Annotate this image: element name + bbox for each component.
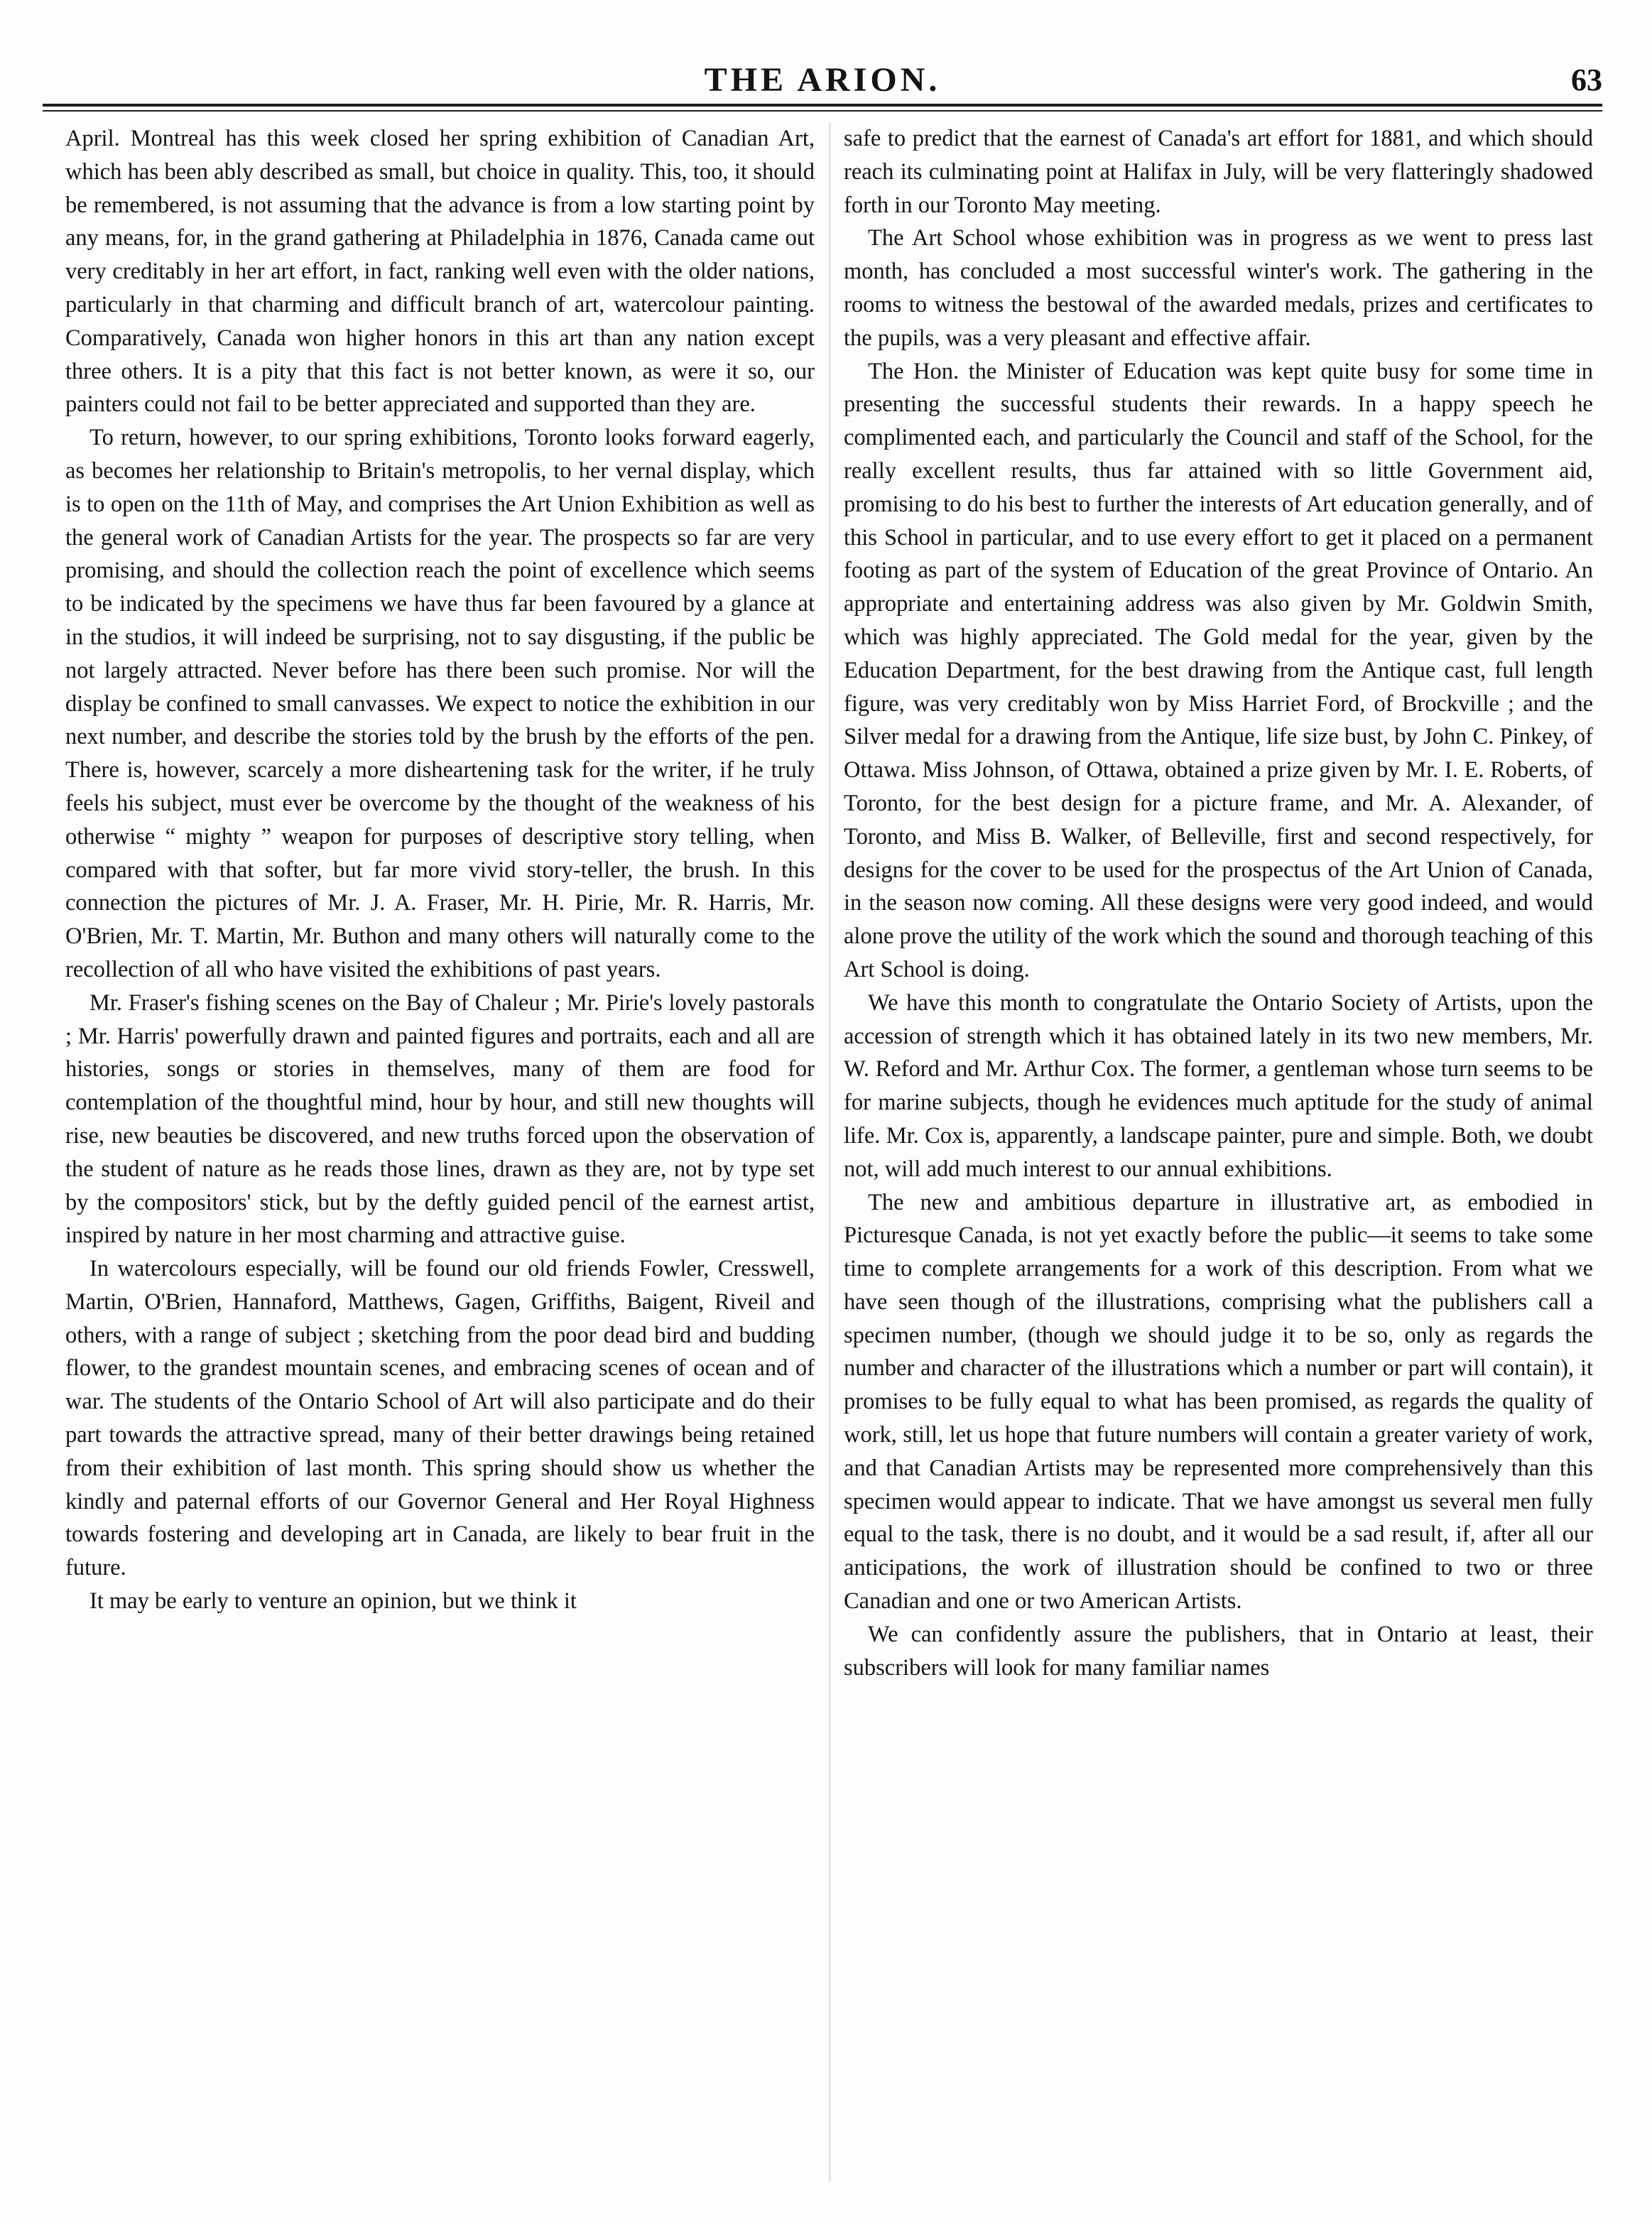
- paragraph: April. Montreal has this week closed her spring exhibition of Canadian Art, which has been ably described as small, but choice in quality. This, too, it should be remembered, is not assuming that the advance is from a low starting point by any means, for, in the grand gathering at Philadelphia in 1876, Canada came out very creditably in her art effort, in fact, ranking well even with the older nations, particularly in that charming and difficult branch of art, watercolour painting. Comparatively, Canada won higher honors in this art than any nation except three others. It is a pity that this fact is not better known, as were it so, our painters could not fail to be better appreciated and supported than they are.: [65, 126, 815, 418]
- paragraph: In watercolours especially, will be found our old friends Fowler, Cresswell, Martin, O'Brien, Hannaford, Matthews, Gagen, Griffiths, Baigent, Riveil and others, with a range of subject ; sketching from the poor dead bird and budding flower, to the grandest mountain scenes, and embracing scenes of ocean and of war. The students of the Ontario School of Art will also participate and do their part towards the attractive spread, many of their better drawings being retained from their exhibition of last month. This spring should show us whether the kindly and paternal efforts of our Governor General and Her Royal Highness towards fostering and developing art in Canada, are likely to bear fruit in the future.: [65, 1256, 815, 1581]
- paragraph: The new and ambitious departure in illustrative art, as embodied in Picturesque Canada, is not yet exactly before the public—it seems to take some time to complete arrangements for a work of this description. From what we have seen though of the illustrations, comprising what the publishers call a specimen number, (though we should judge it to be so, only as regards the number and character of the illustrations which a number or part will contain), it promises to be fully equal to what has been promised, as regards the quality of work, still, let us hope that future numbers will contain a greater variety of work, and that Canadian Artists may be represented more comprehensively than this specimen would appear to indicate. That we have amongst us several men fully equal to the task, there is no doubt, and it would be a sad result, if, after all our anticipations, the work of illustration should be confined to two or three Canadian and one or two American Artists.: [844, 1189, 1593, 1615]
- paragraph: We have this month to congratulate the Ontario Society of Artists, upon the accession of strength which it has obtained lately in its two new members, Mr. W. Reford and Mr. Arthur Cox. The former, a gentleman whose turn seems to be for marine subjects, though he evidences much aptitude for the study of animal life. Mr. Cox is, apparently, a landscape painter, pure and simple. Both, we doubt not, will add much interest to our annual exhibitions.: [844, 989, 1593, 1182]
- paragraph: We can confidently assure the publishers, that in Ontario at least, their subscribers will look for many familiar names: [844, 1621, 1593, 1681]
- paragraph: To return, however, to our spring exhibitions, Toronto looks forward eagerly, as becomes her relationship to Britain's metropolis, to her vernal display, which is to open on the 11th of May, and comprises the Art Union Exhibition as well as the general work of Canadian Artists for the year. The prospects so far are very promising, and should the collection reach the point of excellence which seems to be indicated by the specimens we have thus far been favoured by a glance at in the studios, it will indeed be surprising, not to say disgusting, if the public be not largely attracted. Never before has there been such promise. Nor will the display be confined to small canvasses. We expect to notice the exhibition in our next number, and describe the stories told by the brush by the efforts of the pen. There is, however, scarcely a more disheartening task for the writer, if he truly feels his subject, must ever be overcome by the thought of the weakness of his otherwise “ mighty ” weapon for purposes of descriptive story telling, when compared with that softer, but far more vivid story-teller, the brush. In this connection the pictures of Mr. J. A. Fraser, Mr. H. Pirie, Mr. R. Harris, Mr. O'Brien, Mr. T. Martin, Mr. Buthon and many others will naturally come to the recollection of all who have visited the exhibitions of past years.: [65, 425, 815, 982]
- header-rule-thick: [43, 104, 1602, 107]
- paragraph: Mr. Fraser's fishing scenes on the Bay of Chaleur ; Mr. Pirie's lovely pastorals ; Mr. Harris' powerfully drawn and painted figures and portraits, each and all are histories, songs or stories in themselves, many of them are food for contemplation of the thoughtful mind, hour by hour, and still new thoughts will rise, new beauties be discovered, and new truths forced upon the observation of the student of nature as he reads those lines, drawn as they are, not by type set by the compositors' stick, but by the deftly guided pencil of the earnest artist, inspired by nature in her most charming and attractive guise.: [65, 989, 815, 1249]
- paragraph: It may be early to venture an opinion, but we think it: [89, 1588, 577, 1615]
- left-column: [65, 122, 815, 2196]
- paragraph: safe to predict that the earnest of Canada's art effort for 1881, and which should reach its culminating point at Halifax in July, will be very flatteringly shadowed forth in our Toronto May meeting.: [844, 126, 1593, 218]
- journal-title: THE ARION.: [704, 61, 941, 99]
- header-rule-thin: [43, 110, 1602, 112]
- running-header: [43, 58, 1602, 102]
- page-number: 63: [1571, 63, 1602, 97]
- paragraph: The Art School whose exhibition was in progress as we went to press last month, has concluded a most successful winter's work. The gathering in the rooms to witness the bestowal of the awarded medals, prizes and certificates to the pupils, was a very pleasant and effective affair.: [844, 225, 1593, 351]
- paragraph: The Hon. the Minister of Education was kept quite busy for some time in presenting the successful students their rewards. In a happy speech he complimented each, and particularly the Council and staff of the School, for the really excellent results, thus far attained with so little Government aid, promising to do his best to further the interests of Art education generally, and of this School in particular, and to use every effort to get it placed on a permanent footing as part of the system of Education of the great Province of Ontario. An appropriate and entertaining address was also given by Mr. Goldwin Smith, which was highly appreciated. The Gold medal for the year, given by the Education Department, for the best drawing from the Antique cast, full length figure, was very creditably won by Miss Harriet Ford, of Brockville ; and the Silver medal for a drawing from the Antique, life size bust, by John C. Pinkey, of Ottawa. Miss Johnson, of Ottawa, obtained a prize given by Mr. I. E. Roberts, of Toronto, for the best design for a picture frame, and Mr. A. Alexander, of Toronto, and Miss B. Walker, of Belleville, first and second respectively, for designs for the cover to be used for the prospectus of the Art Union of Canada, in the season now coming. All these designs were very good indeed, and would alone prove the utility of the work which the sound and thorough teaching of this Art School is doing.: [844, 358, 1593, 982]
- right-column: [844, 122, 1593, 2196]
